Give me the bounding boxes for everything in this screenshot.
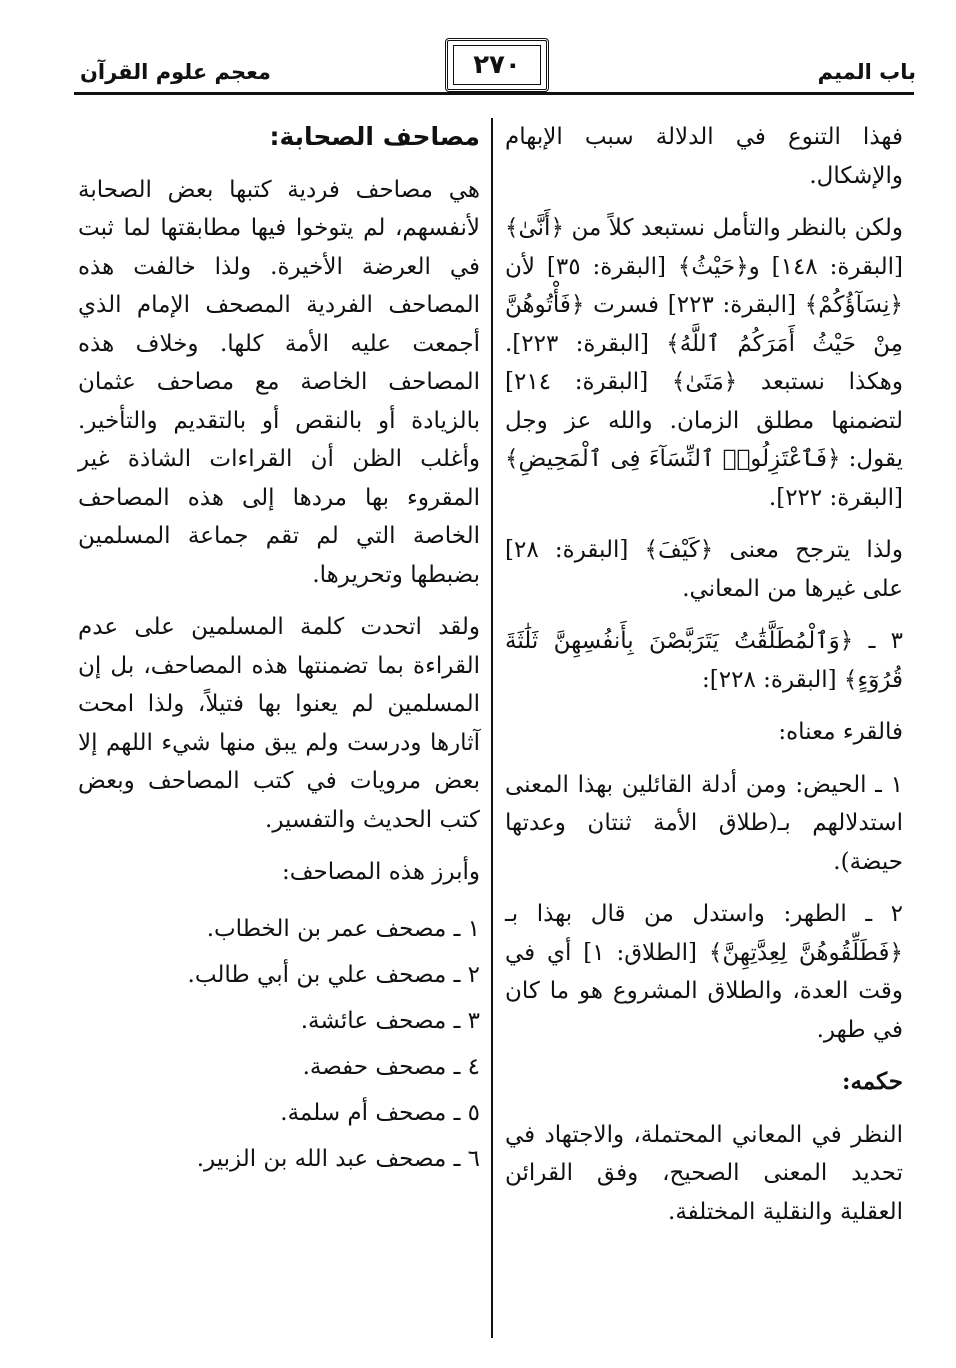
paragraph: ١ ـ الحيض: ومن أدلة القائلين بهذا المعنى استدلالهم بـ(طلاق الأمة ثنتان وعدتها حيضة). [505,771,903,875]
paragraph: فالقرء معناه: [778,719,903,745]
ruling-text: النظر في المعاني المحتملة، والاجتهاد في تحديد المعنى الصحيح، وفق القرائن العقلية والنقلية المختلفة. [505,1121,903,1225]
page-header [0,0,956,110]
list-item: ٣ ـ مصحف عائشة. [300,1007,480,1034]
paragraph: ٣ ـ ﴿وَٱلْمُطَلَّقَٰتُ يَتَرَبَّصْنَ بِأَنفُسِهِنَّ ثَلَٰثَةَ قُرُوٓءٍ﴾ [البقرة: ٢٢٨]: [505,628,903,693]
paragraph: ٢ ـ الطهر: واستدل من قال بهذا بـ ﴿فَطَلِّقُوهُنَّ لِعِدَّتِهِنَّ﴾ [الطلاق: ١] أي في وقت العدة، والطلاق المشروع هو ما كان في طهر. [505,901,904,1043]
list-item: ٥ ـ مصحف أم سلمة. [280,1099,480,1126]
page-number-box [445,38,549,92]
list-item: ٤ ـ مصحف حفصة. [302,1053,480,1080]
paragraph: هي مصاحف فردية كتبها بعض الصحابة لأنفسهم، لم يتوخوا فيها مطابقتها لما ثبت في العرضة الأخيرة. ولذا خالفت هذه المصاحف الفردية المصحف الإمام الذي أجمعت عليه الأمة كلها. وخلاف هذه المصاحف الخاصة مع مصاحف عثمان بالزيادة أو بالنقص أو بالتقديم والتأخير. وأغلب الظن أن القراءات الشاذة غير المقروء بها مردها إلى هذه المصاحف الخاصة التي لم تقم جماعة المسلمين بضبطها وتحريرها. [78,176,480,588]
column-divider [491,118,493,1338]
paragraph: فهذا التنوع في الدلالة سبب الإبهام والإشكال. [505,124,903,189]
list-item: ١ ـ مصحف عمر بن الخطاب. [206,915,480,942]
header-divider [74,92,914,95]
list-intro: وأبرز هذه المصاحف: [282,859,480,885]
paragraph: ولقد اتحدت كلمة المسلمين على عدم القراءة بما تضمنتها هذه المصاحف، بل إن المسلمين لم يعنوا بها فتيلاً، ولذا امحت آثارها ودرست ولم يبق منها شيء اللهم إلا بعض مرويات في كتب المصاحف وبعض كتب الحديث والتفسير. [78,614,480,833]
mushaf-list [78,906,480,1182]
list-item: ٦ ـ مصحف عبد الله بن الزبير. [196,1145,480,1172]
section-heading: مصاحف الصحابة: [269,122,480,151]
page-number: ٢٧٠ [453,45,541,85]
paragraph: ولكن بالنظر والتأمل نستبعد كلاً من ﴿أَنَّىٰ﴾ [البقرة: ١٤٨] و﴿حَيْثُ﴾ [البقرة: ٣٥] لأن ﴿نِسَآؤُكُمْ﴾ [البقرة: ٢٢٣] فسرت ﴿فَأْتُوهُنَّ مِنْ حَيْثُ أَمَرَكُمُ ٱللَّهُ﴾ [البقرة: ٢٢٣]. وهكذا نستبعد ﴿مَتَىٰ﴾ [البقرة: ٢١٤] لتضمنها مطلق الزمان. والله عز وجل يقول: ﴿فَٱعْتَزِلُوا۟ ٱلنِّسَآءَ فِى ٱلْمَحِيضِ﴾ [البقرة: ٢٢٢]. [505,215,904,511]
book-title: معجم علوم القرآن [80,60,271,84]
ruling-heading: حكمه: [841,1068,903,1095]
section-title: باب الميم [817,60,916,84]
left-column [78,118,480,1182]
right-column [505,118,903,1245]
list-item: ٢ ـ مصحف علي بن أبي طالب. [187,961,480,988]
paragraph: ولذا يترجح معنى ﴿كَيْفَ﴾ [البقرة: ٢٨] على غيرها من المعاني. [505,537,903,602]
